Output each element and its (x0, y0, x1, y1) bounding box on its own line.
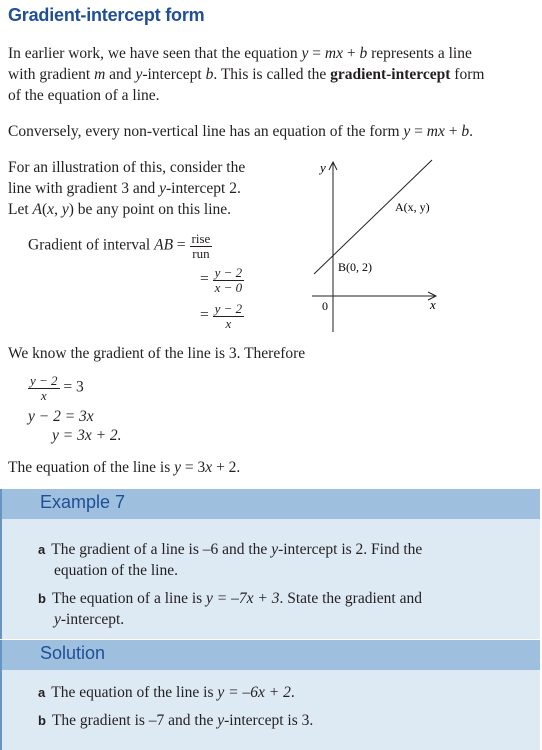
point-a-label: A(x, y) (395, 200, 430, 214)
gradient-line-1: Gradient of interval AB = $\frac{\text{rise}}{\text{run}}$ (28, 231, 211, 261)
converse-paragraph: Conversely, every non-vertical line has an equation of the form y = mx + b. (8, 123, 473, 140)
gradient-line-2: = $\frac{y - 2}{x - 0}$ (200, 265, 243, 295)
y-axis-label: y (320, 160, 326, 175)
fraction-y-minus-2-over-x-minus-0: $\frac{y - 2}{x - 0}$ (214, 265, 243, 295)
conclusion-paragraph: The equation of the line is y = 3x + 2. (8, 459, 241, 476)
solution-item-b: b The gradient is –7 and the y-intercept is 3. (38, 712, 314, 729)
point-b-label: B(0, 2) (338, 260, 372, 274)
equation-line-3: y = 3x + 2. (52, 427, 122, 444)
example-header (0, 489, 540, 519)
example-item-b: b The equation of a line is y = –7x + 3. State the gradient and y-intercept. (38, 590, 422, 628)
fraction-y-minus-2-over-x: $\frac{y - 2}{x}$ (214, 301, 243, 331)
page-title: Gradient-intercept form (8, 5, 205, 25)
illustration-paragraph: For an illustration of this, consider the line with gradient 3 and y-intercept 2. Let A(x, y) be any point on this line. (8, 159, 246, 218)
x-axis-label: x (430, 297, 436, 312)
example-title: Example 7 (40, 492, 126, 512)
solution-title: Solution (40, 643, 106, 663)
line-graph (300, 150, 540, 340)
solution-item-a: a The equation of the line is y = –6x + 2. (38, 684, 295, 701)
fraction-y-minus-2-over-x-2: $\frac{y - 2}{x}$ (30, 373, 58, 403)
intro-paragraph: In earlier work, we have seen that the equation y = mx + b represents a line with gradient m and y-intercept b. This is called the gradient-intercept form of the equation of a line. (8, 45, 485, 104)
gradient-line-3: = $\frac{y - 2}{x}$ (200, 301, 243, 331)
origin-label: 0 (322, 299, 328, 313)
rise-run-fraction: $\frac{\text{rise}}{\text{run}}$ (191, 231, 211, 261)
example-item-a: a The gradient of a line is –6 and the y-intercept is 2. Find the equation of the line. (38, 541, 423, 579)
gradient-statement: We know the gradient of the line is 3. Therefore (8, 345, 306, 362)
solution-header (0, 640, 540, 670)
graph-line (314, 160, 432, 274)
equation-line-1: $\frac{y - 2}{x}$ = 3 (30, 373, 84, 403)
equation-line-2: y − 2 = 3x (28, 408, 94, 425)
